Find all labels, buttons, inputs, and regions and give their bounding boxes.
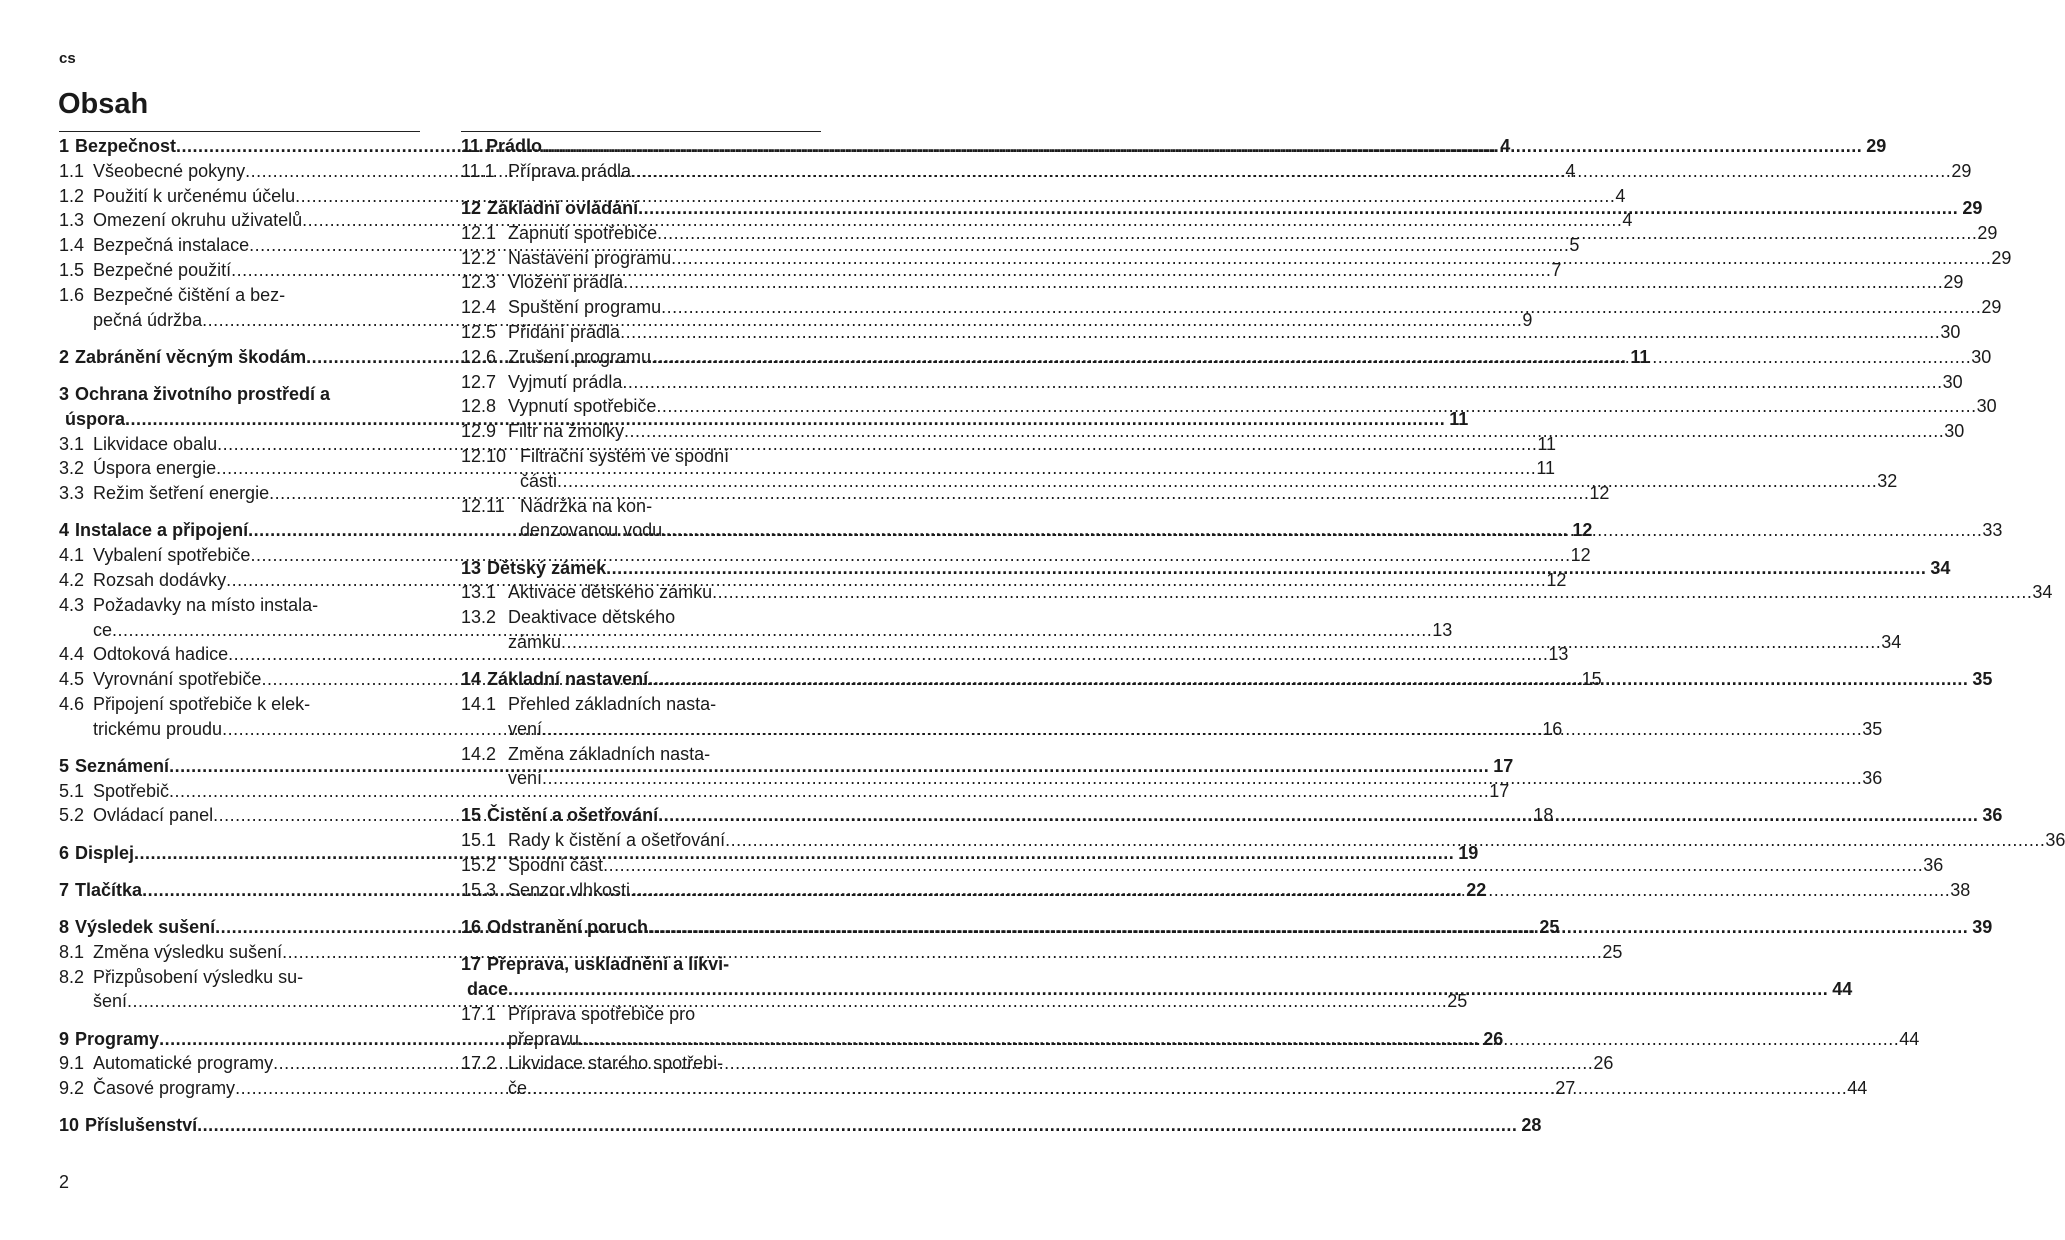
toc-page: 9 [1522,309,1533,330]
toc-label: Ovládací panel [93,805,214,826]
toc-label: Úspora energie [93,458,217,479]
toc-page: 29 [1943,272,1964,293]
toc-number: 17 [461,954,482,975]
toc-number: 9 [59,1028,70,1049]
toc-page: 25 [1539,917,1560,938]
toc-section[interactable] [461,580,2053,605]
toc-label-continued: vení [508,718,543,739]
toc-number: 12.11 [461,495,505,516]
toc-label: Zapnutí spotřebiče [508,222,658,243]
toc-label: Automatické programy [93,1053,274,1074]
toc-page: 33 [1982,520,2003,541]
toc-label-continued: přepravu [508,1028,580,1049]
toc-page: 11 [1537,433,1557,454]
toc-label-continued: zámku [508,631,562,652]
toc-section[interactable] [461,159,1972,184]
toc-number: 1 [59,136,70,156]
toc-page: 27 [1555,1078,1576,1099]
toc-number: 8.1 [59,941,85,962]
toc-label: Senzor vlhkosti [508,879,631,900]
toc-page: 25 [1447,991,1468,1012]
toc-label: Nastavení programu [508,247,672,268]
toc-page: 28 [1521,1115,1542,1136]
toc-page: 18 [1533,805,1554,826]
toc-label: Vypnutí spotřebiče [508,396,657,417]
toc-label: Změna výsledku sušení [93,941,283,962]
toc-leader [725,828,2045,853]
toc-number: 12.8 [461,396,497,417]
toc-page: 30 [1976,396,1997,417]
toc-number: 12.6 [461,346,497,367]
toc-label: Programy [75,1028,160,1049]
toc-page: 34 [1881,631,1902,652]
toc-leader [638,196,1958,221]
toc-number: 4.1 [59,545,85,566]
toc-label: Požadavky na místo instala- [93,594,319,615]
toc-page: 13 [1548,644,1569,665]
toc-label: Časové programy [93,1078,236,1099]
toc-label-continued: vení [508,768,543,789]
toc-leader [606,556,1926,581]
toc-number: 12.3 [461,272,497,293]
toc-page: 4 [1622,210,1633,231]
toc-label: Rozsah dodávky [93,569,227,590]
toc-label: Bezpečné použití [93,259,232,280]
toc-label-continued: části [520,470,558,491]
toc-number: 2 [59,346,70,367]
toc-leader [542,766,1862,791]
toc-label: Čistění a ošetřování [487,805,659,826]
toc-number: 12.4 [461,297,497,318]
toc-label: Zabránění věcným škodám [75,346,307,367]
toc-page: 7 [1551,259,1562,280]
toc-label-continued: úspora [65,408,126,429]
toc-leader [542,134,1862,159]
toc-leader [508,977,1828,1002]
toc-page: 4 [1500,136,1511,156]
toc-number: 12.7 [461,371,497,392]
toc-label: Rady k čistění a ošetřování [508,830,726,851]
toc-label: Příprava prádla [508,160,632,181]
toc-label-continued: ce [93,619,113,640]
toc-section[interactable] [461,320,1961,345]
toc-number: 12.2 [461,247,497,268]
toc-leader [657,221,1977,246]
toc-section[interactable] [461,494,2003,544]
toc-label: Příslušenství [85,1115,198,1136]
toc-number: 9.2 [59,1078,85,1099]
toc-page: 35 [1862,718,1883,739]
toc-label: Bezpečná instalace [93,235,250,256]
toc-label: Instalace a připojení [75,520,249,541]
toc-label-continued: dace [467,979,509,1000]
toc-label: Spodní část [508,855,604,876]
toc-number: 12.9 [461,421,497,442]
toc-label: Přehled základních nasta- [508,693,717,714]
toc-section[interactable] [59,779,1510,804]
toc-label: Vybalení spotřebiče [93,545,251,566]
toc-page: 4 [1615,185,1626,206]
toc-leader [631,159,1951,184]
toc-label: Základní ovládání [487,197,639,218]
toc-page: 12 [1546,569,1567,590]
page-title: Obsah [58,88,149,120]
toc-page: 30 [1940,321,1961,342]
toc-number: 12 [461,197,482,218]
toc-leader [671,246,1991,271]
toc-label: Nádržka na kon- [520,495,653,516]
toc-number: 15 [461,805,482,826]
toc-label: Vyjmutí prádla [508,371,623,392]
toc-label-continued: šení [93,991,128,1012]
toc-page: 36 [1982,805,2003,826]
toc-label: Všeobecné pokyny [93,160,246,181]
toc-label: Filtr na žmolky [508,421,625,442]
toc-page: 25 [1602,941,1623,962]
toc-leader [561,630,1881,655]
toc-leader [661,295,1981,320]
toc-chapter[interactable] [461,196,1983,221]
toc-number: 12.5 [461,321,497,342]
toc-number: 17.2 [461,1053,497,1074]
toc-label: Likvidace obalu [93,433,218,454]
toc-leader [712,580,2032,605]
toc-label: Prádlo [486,136,543,156]
toc-number: 4.2 [59,569,85,590]
toc-page: 29 [1977,222,1998,243]
toc-number: 17.1 [461,1003,497,1024]
toc-page: 19 [1458,842,1479,863]
toc-page: 30 [1942,371,1963,392]
toc-label: Použití k určenému účelu [93,185,296,206]
toc-number: 6 [59,842,70,863]
toc-page: 5 [1569,235,1580,256]
toc-label: Deaktivace dětského [508,607,676,628]
toc-label: Odtoková hadice [93,644,229,665]
toc-leader [197,1113,1517,1138]
toc-leader [662,518,1982,543]
toc-number: 7 [59,879,70,900]
toc-page: 11 [1449,408,1469,429]
toc-page: 32 [1877,470,1898,491]
page-number: 2 [59,1172,70,1192]
toc-section[interactable] [461,221,1998,246]
toc-label: Spotřebič [93,780,170,801]
toc-number: 15.3 [461,879,497,900]
toc-label: Omezení okruhu uživatelů [93,210,303,231]
toc-leader [622,370,1942,395]
toc-leader [620,320,1940,345]
toc-label: Přidání prádla [508,321,621,342]
toc-number: 5 [59,755,70,776]
toc-section[interactable] [59,642,1569,667]
toc-page: 26 [1483,1028,1504,1049]
toc-label: Filtrační systém ve spodní [520,445,730,466]
toc-page: 44 [1899,1028,1920,1049]
toc-page: 17 [1489,780,1510,801]
toc-number: 4.4 [59,644,85,665]
toc-label: Seznámení [75,755,170,776]
toc-number: 12.1 [461,222,497,243]
toc-leader [527,1076,1847,1101]
toc-page: 15 [1581,669,1602,690]
toc-label: Přizpůsobení výsledku su- [93,966,304,987]
toc-leader [624,419,1944,444]
toc-number: 10 [59,1115,80,1136]
toc-section[interactable] [461,605,1902,655]
toc-label: Odstranění poruch [487,917,649,938]
toc-page: 35 [1972,669,1993,690]
toc-leader [579,1027,1899,1052]
toc-label: Režim šetření energie [93,483,270,504]
toc-section[interactable] [461,246,2012,271]
toc-page: 36 [1862,768,1883,789]
toc-chapter[interactable] [461,134,1887,159]
toc-label-continued: če [508,1078,528,1099]
toc-label-continued: denzovanou vodu [520,520,663,541]
toc-number: 1.3 [59,210,85,231]
toc-label: Aktivace dětského zámku [508,582,713,603]
toc-leader [648,667,1968,692]
toc-label: Příprava spotřebiče pro [508,1003,696,1024]
toc-label-continued: trickému proudu [93,718,223,739]
toc-page: 29 [1866,136,1887,156]
toc-label: Připojení spotřebiče k elek- [93,693,311,714]
toc-page: 22 [1466,879,1487,900]
toc-leader [651,345,1971,370]
toc-label: Změna základních nasta- [508,743,711,764]
toc-number: 14.1 [461,693,497,714]
toc-leader [603,853,1923,878]
toc-number: 4.3 [59,594,85,615]
toc-number: 9.1 [59,1053,85,1074]
toc-number: 16 [461,917,482,938]
toc-number: 11.1 [461,160,495,181]
toc-page: 44 [1847,1078,1868,1099]
toc-number: 1.2 [59,185,85,206]
toc-number: 4.5 [59,669,85,690]
toc-label: Výsledek sušení [75,917,216,938]
toc-number: 3.2 [59,458,85,479]
toc-number: 4 [59,520,70,541]
toc-page: 34 [1930,557,1951,578]
toc-page: 12 [1589,483,1610,504]
toc-label: Přeprava, uskladnění a likvi- [487,954,730,975]
toc-number: 1.1 [59,160,85,181]
toc-label: Spuštění programu [508,297,662,318]
toc-number: 13 [461,557,482,578]
toc-section[interactable] [461,295,2002,320]
toc-leader [648,915,1968,940]
toc-number: 3.1 [59,433,85,454]
toc-label: Ochrana životního prostředí a [75,383,331,404]
toc-section[interactable] [461,853,1944,878]
toc-number: 15.1 [461,830,497,851]
toc-label: Vložení prádla [508,272,624,293]
toc-leader [658,803,1978,828]
toc-number: 5.2 [59,805,85,826]
toc-number: 5.1 [59,780,85,801]
toc-section[interactable] [461,370,1963,395]
toc-page: 30 [1971,346,1992,367]
toc-number: 1.5 [59,259,85,280]
toc-number: 12.10 [461,445,507,466]
toc-page: 29 [1951,160,1972,181]
toc-label: Základní nastavení [487,669,649,690]
language-code: cs [59,50,76,67]
toc-page: 4 [1565,160,1576,181]
toc-label: Displej [75,842,135,863]
toc-page: 39 [1972,917,1993,938]
toc-number: 1.4 [59,235,85,256]
toc-page: 16 [1542,718,1563,739]
toc-page: 17 [1493,755,1514,776]
toc-page: 29 [1981,297,2002,318]
toc-leader [557,469,1877,494]
toc-leader [656,394,1976,419]
toc-page: 30 [1944,421,1965,442]
toc-number: 14 [461,669,482,690]
toc-label: Vyrovnání spotřebiče [93,669,262,690]
toc-page: 29 [1962,197,1983,218]
toc-label-continued: pečná údržba [93,309,203,330]
toc-page: 36 [1923,855,1944,876]
toc-label: Zrušení programu [508,346,652,367]
toc-page: 34 [2032,582,2053,603]
toc-page: 11 [1536,458,1555,479]
toc-number: 13.1 [461,582,497,603]
toc-page: 26 [1593,1053,1614,1074]
toc-leader [630,878,1950,903]
toc-label: Likvidace starého spotřebi- [508,1053,724,1074]
toc-page: 29 [1991,247,2012,268]
toc-label: Bezpečné čištění a bez- [93,284,286,305]
toc-label: Bezpečnost [75,136,177,156]
toc-page: 11 [1630,346,1650,367]
toc-label: Tlačítka [75,879,143,900]
toc-page: 12 [1570,545,1591,566]
toc-page: 13 [1432,619,1453,640]
toc-number: 3 [59,383,70,404]
toc-page: 38 [1950,879,1971,900]
toc-section[interactable] [461,270,1964,295]
toc-page: 12 [1572,520,1593,541]
toc-number: 8.2 [59,966,85,987]
toc-number: 15.2 [461,855,497,876]
toc-chapter[interactable] [59,1113,1542,1138]
toc-number: 1.6 [59,284,85,305]
toc-number: 13.2 [461,607,497,628]
toc-number: 8 [59,917,70,938]
toc-page: 44 [1832,979,1853,1000]
toc-leader [623,270,1943,295]
toc-page: 36 [2045,830,2065,851]
toc-number: 14.2 [461,743,497,764]
toc-leader [542,717,1862,742]
toc-number: 4.6 [59,693,85,714]
toc-number: 3.3 [59,483,85,504]
toc-number: 11 [461,136,481,156]
toc-label: Dětský zámek [487,557,607,578]
